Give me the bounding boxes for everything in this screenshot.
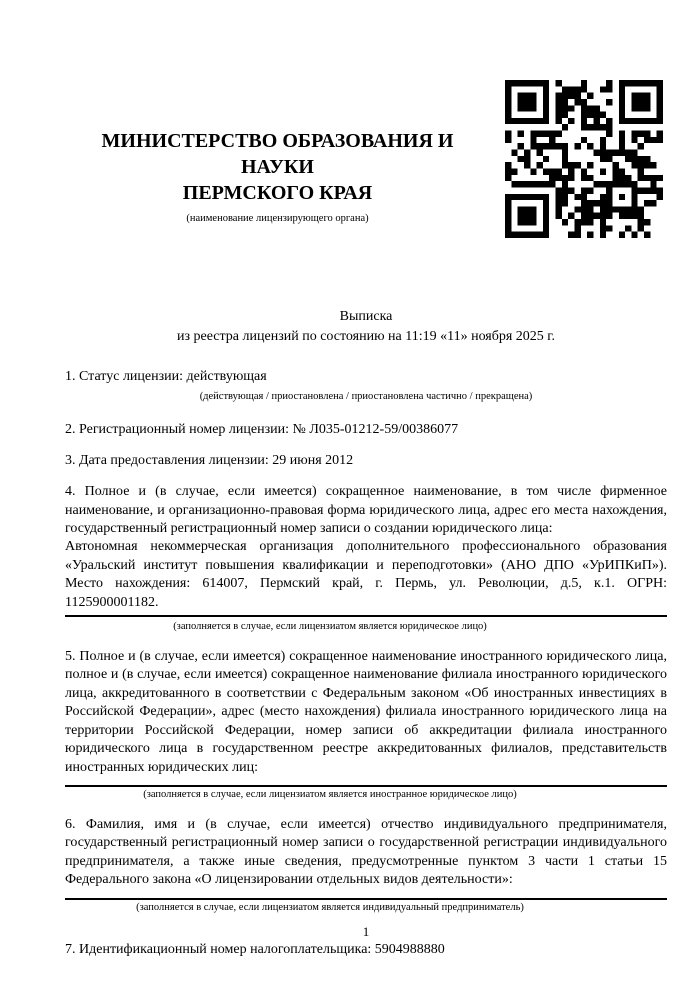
item-7-taxpayer-number xyxy=(65,941,667,959)
item-4-legal-entity xyxy=(65,483,667,634)
item-2-text: 2. Регистрационный номер лицензии: № Л035-01212-59/00386077 xyxy=(65,422,459,438)
ministry-name-line1: МИНИСТЕРСТВО ОБРАЗОВАНИЯ И НАУКИ xyxy=(101,130,454,178)
ministry-caption: (наименование лицензирующего органа) xyxy=(186,213,369,224)
ministry-header xyxy=(65,128,490,226)
item-4-value: Автономная некоммерческая организация дополнительного профессионального образования «Уральский институт повышения квалификации и переподготовки» (АНО ДПО «УрИПКиП»). Место нахождения: 614007, Пермский край, г. Пермь, ул. Революции, д.5, к.1. ОГРН: 1125900001182. xyxy=(65,539,667,610)
document-title-line2: из реестра лицензий по состоянию на 11:19 «11» ноября 2025 г. xyxy=(177,329,555,344)
ministry-name xyxy=(65,128,490,206)
ministry-name-line2: ПЕРМСКОГО КРАЯ xyxy=(182,182,373,204)
document-title-line1: Выписка xyxy=(339,309,393,324)
page-number: 1 xyxy=(362,924,370,939)
item-3-text: 3. Дата предоставления лицензии: 29 июня 2012 xyxy=(65,452,354,468)
item-1-text: 1. Статус лицензии: действующая xyxy=(65,369,267,384)
document-title xyxy=(65,307,667,347)
item-6-text: 6. Фамилия, имя и (в случае, если имеется) отчество индивидуального предпринимателя, государственный регистрационный номер записи о государственной регистрации индивидуального предпринимателя, а также иные сведения, предусмотренные пунктом 3 части 1 статьи 15 Федерального закона «О лицензировании отдельных видов деятельности»: xyxy=(65,816,667,888)
item-7-text: 7. Идентификационный номер налогоплательщика: 5904988880 xyxy=(65,941,445,957)
item-1-license-status xyxy=(65,368,667,404)
qr-code xyxy=(505,80,663,238)
item-1-caption: (действующая / приостановлена / приостановлена частично / прекращена) xyxy=(199,391,533,403)
item-6-caption: (заполняется в случае, если лицензиатом является индивидуальный предприниматель) xyxy=(136,901,524,913)
item-5-caption: (заполняется в случае, если лицензиатом является иностранное юридическое лицо) xyxy=(143,788,517,800)
document-body xyxy=(65,307,667,959)
item-2-registration-number xyxy=(65,421,667,439)
item-5-foreign-entity xyxy=(65,648,667,802)
item-6-individual-entrepreneur xyxy=(65,816,667,915)
item-4-caption: (заполняется в случае, если лицензиатом является юридическое лицо) xyxy=(173,621,487,633)
item-4-text: 4. Полное и (в случае, если имеется) сокращенное наименование, в том числе фирменное наименование, и организационно-правовая форма юридического лица, адрес его места нахождения, государственный регистрационный номер записи о создании юридического лица: xyxy=(65,484,667,537)
item-3-license-date xyxy=(65,452,667,470)
item-5-text: 5. Полное и (в случае, если имеется) сокращенное наименование иностранного юридического лица, полное и (в случае, если имеется) сокращенное наименование филиала иностранного юридического лица, аккредитованного в соответствии с Федеральным законом «Об иностранных инвестициях в Российской Федерации», адрес (место нахождения) филиала иностранного юридического лица на территории Российской Федерации, номер записи об аккредитации филиала иностранного юридического лица в государственном реестре аккредитованных филиалов, представительств иностранных юридических лиц: xyxy=(65,649,667,775)
separator-line xyxy=(65,615,667,617)
